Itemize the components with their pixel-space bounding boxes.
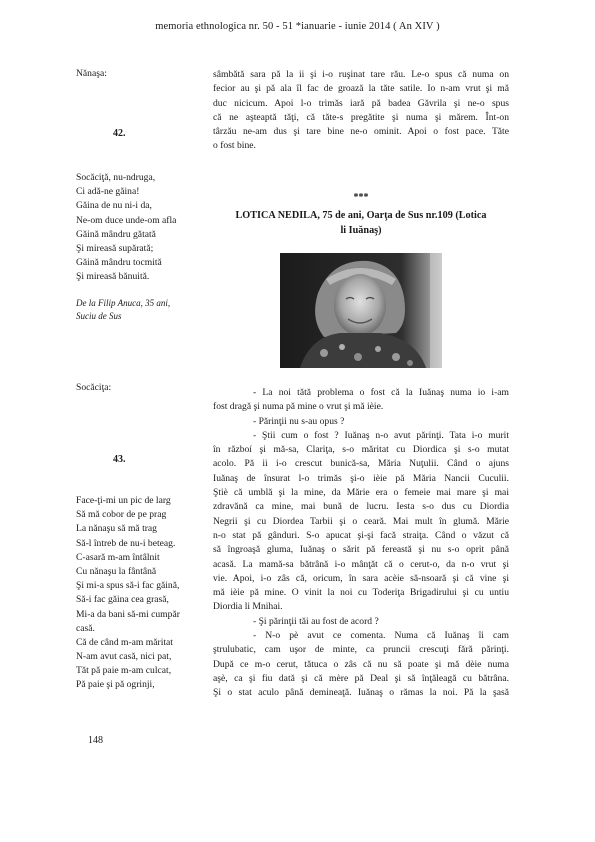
text-line: - Şi părinţii tăi au fost de acord ? bbox=[253, 615, 379, 627]
text-line: zdravănă ca mine, mai bună de lucru. Iesta s-o dus cu Diordia bbox=[213, 501, 509, 513]
poem-line: La nănaşu să mă trag bbox=[76, 523, 157, 535]
poem-line: Găină mândru gătată bbox=[76, 228, 156, 240]
text-line: târzău ne-am dus şi tare bine ne-o ominit. Apoi o fost pace. Tăte bbox=[213, 126, 509, 138]
poem-number-43: 43. bbox=[113, 454, 126, 465]
poem-42 bbox=[76, 171, 206, 285]
poem-line: Să mă cobor de pe prag bbox=[76, 509, 167, 521]
portrait-photo-icon bbox=[280, 253, 442, 368]
poem-line: Că de când m-am măritat bbox=[76, 636, 173, 648]
text-line: Negrii şi cu Diordea Tarbii şi o ceară. Mai mult în glumă. Mărie bbox=[213, 515, 509, 527]
poem-line: Ne-om duce unde-om afla bbox=[76, 214, 177, 226]
poem-line: Să-i fac găina cea grasă, bbox=[76, 594, 169, 606]
title-line: li Iuănaş) bbox=[340, 225, 382, 236]
text-line: să îngroaşă gluma, Iuănaş o sărit pă fereastă şi nu s-o oprit până bbox=[213, 544, 509, 556]
text-line: Diordia li Mnihai. bbox=[213, 601, 283, 613]
poem-line: Şi mi-a spus să-i fac găină, bbox=[76, 580, 180, 592]
text-line: o fost bine. bbox=[213, 140, 256, 152]
portrait-photo bbox=[280, 253, 442, 368]
text-line: - N-o pè avut ce comenta. Numa că Iuănaş îi cam bbox=[253, 630, 509, 642]
text-line: Şi o stat aculo până demineaţă. Iuănaş o rămas la noi. Pă la şasă bbox=[213, 687, 509, 699]
poem-line: Mi-a da bani să-mi cumpăr bbox=[76, 608, 180, 620]
poem-line: Şi mireasă bănuită. bbox=[76, 271, 150, 283]
page-number: 148 bbox=[88, 735, 103, 746]
poem-line: Face-ţi-mi un pic de larg bbox=[76, 495, 171, 506]
top-paragraph bbox=[213, 68, 509, 154]
poem-43 bbox=[76, 494, 206, 693]
poem-line: N-am avut casă, nici pat, bbox=[76, 651, 172, 663]
poem-line: Pă paie şi pă ogrinji, bbox=[76, 679, 155, 691]
text-line: acasă. La mamă-sa bătrână i-o mânţăt că o cerut-o, da n-o vrut şi bbox=[213, 558, 509, 570]
poem-line: Socăciţă, nu-ndruga, bbox=[76, 172, 156, 183]
text-line: n-o stat pă gânduri. S-o apucat şi-şi facă straiţa. Când o văzut că bbox=[213, 529, 509, 541]
source-line: Suciu de Sus bbox=[76, 311, 122, 321]
source-line: De la Filip Anuca, 35 ani, bbox=[76, 298, 171, 308]
interview-body bbox=[213, 386, 509, 701]
text-line: fost dragă şi numa pă mine o vrut şi mă ièie. bbox=[213, 401, 384, 413]
poem-line: Cu nănaşu la fântână bbox=[76, 565, 157, 577]
text-line: ştrulubatic, cam uşor de minte, ca pruncii crescuţi fără părinţi. bbox=[213, 644, 509, 656]
text-line: acolo. Pă ii i-o crescut bunică-sa, Măria Nuţulii. Când o ajuns bbox=[213, 458, 509, 470]
section-separator: *** bbox=[353, 192, 369, 203]
poem-line: Tăt pă paie m-am culcat, bbox=[76, 665, 172, 677]
text-line: mă ièie pă mine. O vinit la noi cu Toderiţa Brigadirului şi cu untiu bbox=[213, 587, 509, 599]
poem-line: Să-l întreb de nu-i beteag. bbox=[76, 537, 176, 549]
text-line: că ne aşteaptă tăţi, că tăte-s pregătite şi numa şi mărem. Înt-on bbox=[213, 111, 509, 123]
text-line: în războí şi mă-sa, Clariţa, s-o măritat cu Diordica şi s-o mutat bbox=[213, 444, 509, 456]
text-line: - La noi tătă problema o fost că la Iuănaş numa io i-am bbox=[253, 387, 509, 398]
speaker-label-nanasa: Nănaşa: bbox=[76, 68, 107, 79]
text-line: După ce m-o cerut, tătuca o zâs că nu să poate şi mă dèie numa bbox=[213, 658, 509, 670]
text-line: Iuănaş de însurat l-o trimăs şi-o ièie pă Măria Nancii Cuculii. bbox=[213, 472, 509, 484]
text-line: sâmbătă sara pă la ii şi i-o ruşinat tare rău. Le-o spus că numa on bbox=[213, 69, 509, 80]
poem-line: Ci adă-ne găina! bbox=[76, 186, 140, 198]
text-line: Ştiè că umblă şi la mine, da Mărie era o femeie mai mare şi mai bbox=[213, 487, 509, 499]
poem-line: C-asară m-am întâlnit bbox=[76, 551, 160, 563]
speaker-label-socacita: Socăciţa: bbox=[76, 382, 112, 393]
interview-title bbox=[213, 208, 509, 238]
poem-line: Găina de nu ni-i da, bbox=[76, 200, 152, 212]
title-line: LOTICA NEDILA, 75 de ani, Oarţa de Sus nr.109 (Lotica bbox=[235, 210, 487, 221]
text-line: - Părinţii nu s-au opus ? bbox=[253, 415, 345, 427]
text-line: duc nicicum. Apoi l-o trimăs iară pă badea Găvrila şi ne-o spus bbox=[213, 97, 509, 109]
poem-line: Găină mândru tocmită bbox=[76, 257, 162, 269]
poem-number-42: 42. bbox=[113, 128, 126, 139]
text-line: vie. Apoi, i-o zâs că, oricum, în sara acèie să-nsoară şi că vine şi bbox=[213, 572, 509, 584]
poem-line: Şi mireasă supărată; bbox=[76, 242, 154, 254]
poem-source bbox=[76, 297, 206, 323]
running-header: memoria ethnologica nr. 50 - 51 *ianuarie - iunie 2014 ( An XIV ) bbox=[155, 21, 440, 32]
text-line: - Ştii cum o fost ? Iuănaş n-o avut părinţi. Tata i-o murit bbox=[253, 429, 509, 441]
poem-line: casă. bbox=[76, 622, 95, 634]
text-line: fecior au şi pă ala îl fac de groază la tăte satile. Io n-am vrut şi mă bbox=[213, 83, 509, 95]
text-line: aşè, ca şi fiu dată şi că mère pă Deal şi să înţăleagă cu bătrâna. bbox=[213, 672, 509, 684]
